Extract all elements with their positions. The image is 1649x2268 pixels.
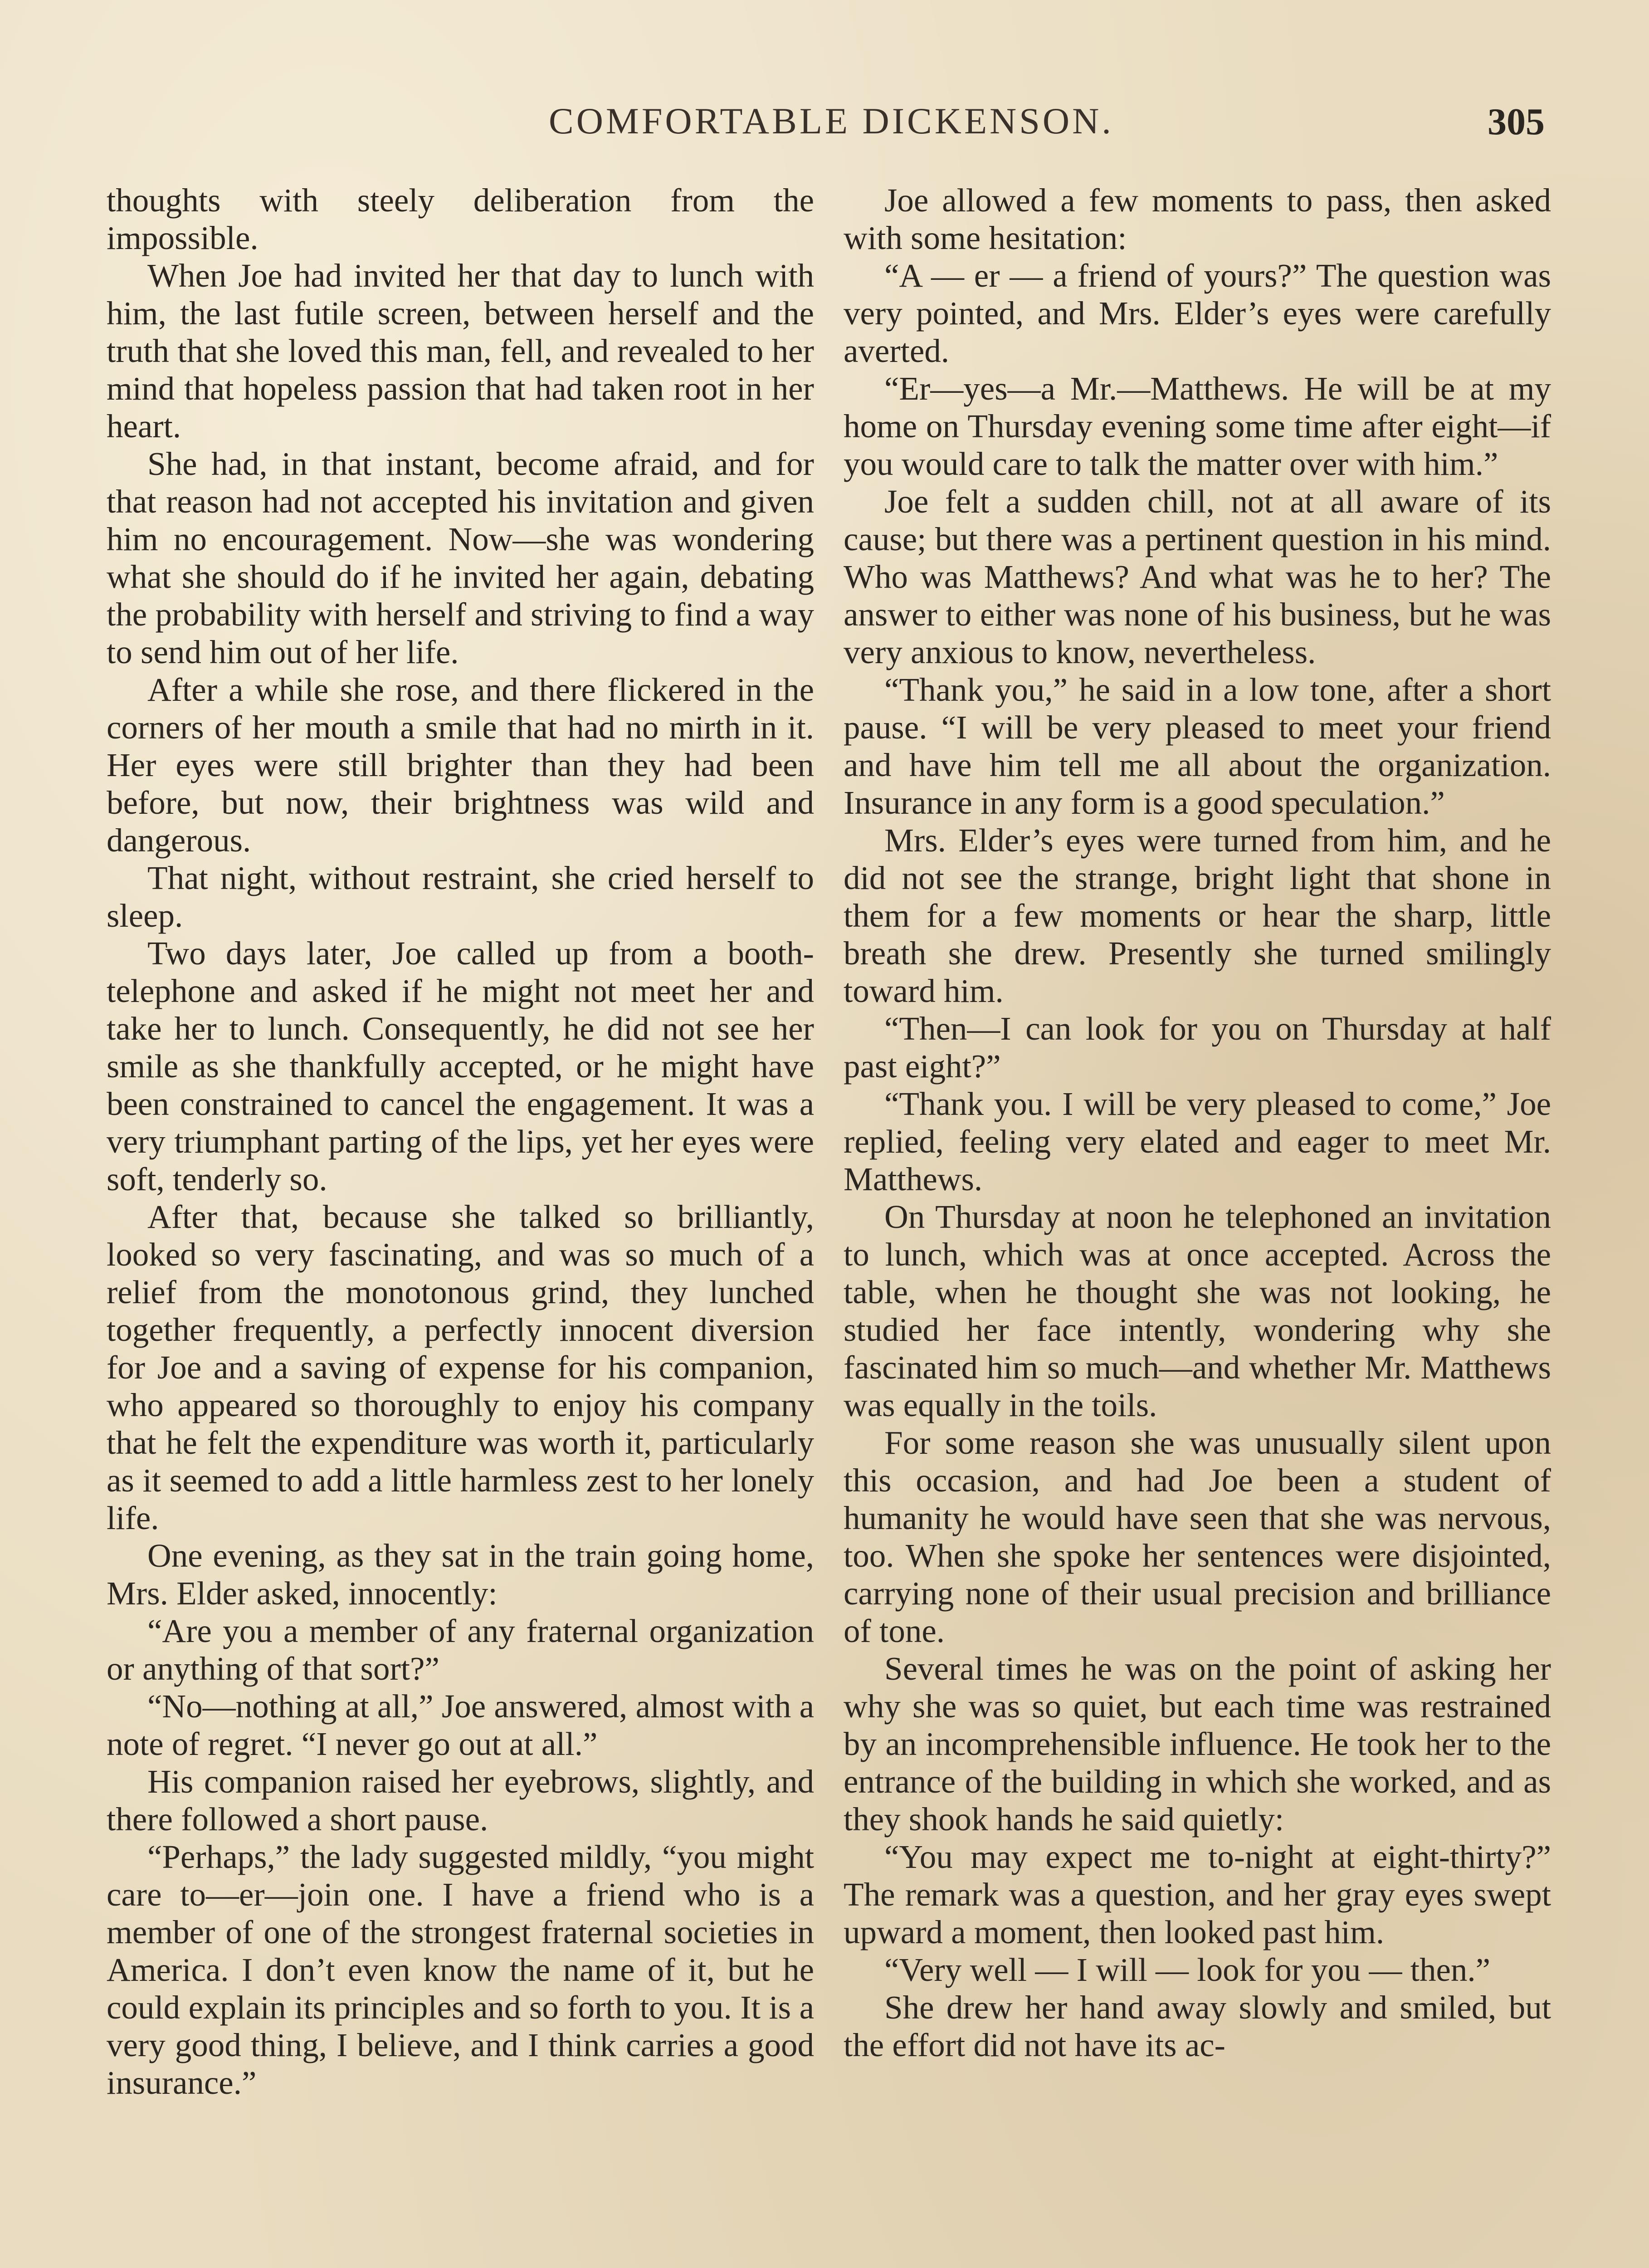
paragraph: “Then—I can look for you on Thursday at half past eight?” (844, 1010, 1551, 1085)
paragraph: “Are you a member of any fraternal organization or anything of that sort?” (107, 1613, 814, 1687)
running-title: COMFORTABLE DICKENSON. (549, 100, 1114, 142)
paragraph: Mrs. Elder’s eyes were turned from him, and he did not see the strange, bright light that shone in them for a few moments or hear the sharp, little breath she drew. Presently she turned smilingly toward him. (844, 822, 1551, 1009)
right-column (844, 181, 1551, 2064)
paragraph: His companion raised her eyebrows, slightly, and there followed a short pause. (107, 1763, 814, 1838)
paragraph: Several times he was on the point of asking her why she was so quiet, but each time was restrained by an incomprehensible influence. He took her to the entrance of the building in which she worked, and as they shook hands he said quietly: (844, 1650, 1551, 1838)
paragraph: On Thursday at noon he telephoned an invitation to lunch, which was at once accepted. Across the table, when he thought she was not looking, he studied her face intently, wondering why she fascinated him so much—and whether Mr. Matthews was equally in the toils. (844, 1198, 1551, 1423)
left-column (107, 181, 814, 2102)
paragraph: “No—nothing at all,” Joe answered, almost with a note of regret. “I never go out at all.” (107, 1688, 814, 1762)
paragraph: One evening, as they sat in the train going home, Mrs. Elder asked, innocently: (107, 1537, 814, 1612)
paragraph: “A — er — a friend of yours?” The question was very pointed, and Mrs. Elder’s eyes were carefully averted. (844, 257, 1551, 369)
paragraph: thoughts with steely deliberation from the impossible. (107, 182, 814, 256)
paragraph: Joe felt a sudden chill, not at all aware of its cause; but there was a pertinent question in his mind. Who was Matthews? And what was he to her? The answer to either was none of his business, but he was very anxious to know, nevertheless. (844, 483, 1551, 670)
paragraph: She drew her hand away slowly and smiled, but the effort did not have its ac- (844, 1989, 1551, 2063)
paragraph: “Perhaps,” the lady suggested mildly, “you might care to—er—join one. I have a friend who is a member of one of the strongest fraternal societies in America. I don’t even know the name of it, but he could explain its principles and so forth to you. It is a very good thing, I believe, and I think carries a good insurance.” (107, 1838, 814, 2101)
paragraph: “Thank you,” he said in a low tone, after a short pause. “I will be very pleased to meet your friend and have him tell me all about the organization. Insurance in any form is a good speculation.” (844, 671, 1551, 821)
paragraph: When Joe had invited her that day to lunch with him, the last futile screen, between herself and the truth that she loved this man, fell, and revealed to her mind that hopeless passion that had taken root in her heart. (107, 257, 814, 445)
paragraph: She had, in that instant, become afraid, and for that reason had not accepted his invitation and given him no encouragement. Now—she was wondering what she should do if he invited her again, debating the probability with herself and striving to find a way to send him out of her life. (107, 445, 814, 670)
paragraph: That night, without restraint, she cried herself to sleep. (107, 860, 814, 934)
paragraph: Two days later, Joe called up from a booth-telephone and asked if he might not meet her and take her to lunch. Consequently, he did not see her smile as she thankfully accepted, or he might have been constrained to cancel the engagement. It was a very triumphant parting of the lips, yet her eyes were soft, tenderly so. (107, 935, 814, 1198)
paragraph: “Very well — I will — look for you — then.” (884, 1951, 1491, 1988)
paragraph: After a while she rose, and there flickered in the corners of her mouth a smile that had no mirth in it. Her eyes were still brighter than they had been before, but now, their brightness was wild and dangerous. (107, 671, 814, 859)
paragraph: “You may expect me to-night at eight-thirty?” The remark was a question, and her gray eyes swept upward a moment, then looked past him. (844, 1838, 1551, 1950)
paragraph: “Er—yes—a Mr.—Matthews. He will be at my home on Thursday evening some time after eight—if you would care to talk the matter over with him.” (844, 370, 1551, 482)
running-head (0, 100, 1649, 154)
page-number: 305 (1488, 101, 1545, 143)
paragraph: Joe allowed a few moments to pass, then asked with some hesitation: (844, 182, 1551, 256)
paragraph: “Thank you. I will be very pleased to come,” Joe replied, feeling very elated and eager to meet Mr. Matthews. (844, 1085, 1551, 1198)
paragraph: For some reason she was unusually silent upon this occasion, and had Joe been a student of humanity he would have seen that she was nervous, too. When she spoke her sentences were disjointed, carrying none of their usual precision and brilliance of tone. (844, 1424, 1551, 1649)
paragraph: After that, because she talked so brilliantly, looked so very fascinating, and was so much of a relief from the monotonous grind, they lunched together frequently, a perfectly innocent diversion for Joe and a saving of expense for his companion, who appeared so thoroughly to enjoy his company that he felt the expenditure was worth it, particularly as it seemed to add a little harmless zest to her lonely life. (107, 1198, 814, 1536)
